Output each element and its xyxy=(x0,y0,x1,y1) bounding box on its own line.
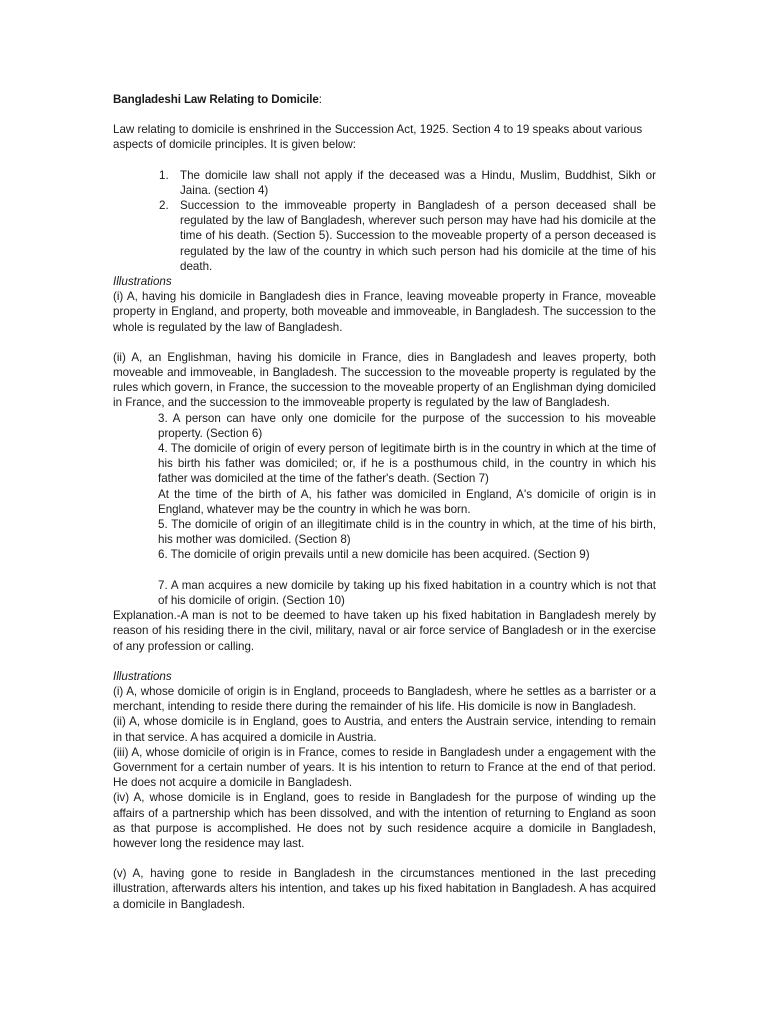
section-illustration: At the time of the birth of A, his father was domiciled in England, A's domicile of origin is in England, whatever may be the country in which he was born. xyxy=(158,487,656,516)
section-paragraph: 6. The domicile of origin prevails until a new domicile has been acquired. (Section 9) xyxy=(158,548,590,562)
section-paragraph: 5. The domicile of origin of an illegitimate child is in the country in which, at the time of his birth, his mother was domiciled. (Section 8) xyxy=(158,518,656,547)
list-item xyxy=(113,198,656,274)
illustrations-heading: Illustrations xyxy=(113,275,172,289)
illustration-paragraph: (iii) A, whose domicile of origin is in France, comes to reside in Bangladesh under a engagement with the Government for a certain number of years. It is his intention to return to France at the end of that period. He does not acquire a domicile in Bangladesh. xyxy=(113,745,656,790)
list-item-text: Succession to the immoveable property in Bangladesh of a person deceased shall be regulated by the law of Bangladesh, wherever such person may have had his domicile at the time of his death. (Section 5). Succession to the moveable property of a person deceased is regulated by the law of the country in which such person had his domicile at the time of his death. xyxy=(180,199,656,273)
list-item-text: The domicile law shall not apply if the deceased was a Hindu, Muslim, Buddhist, Sikh or Jaina. (section 4) xyxy=(180,168,656,197)
list-item-number: 1. xyxy=(159,168,169,182)
title-colon: : xyxy=(318,93,322,106)
illustrations-heading: Illustrations xyxy=(113,669,172,683)
spacer xyxy=(113,654,656,669)
list-item xyxy=(113,168,656,198)
section-paragraph: 3. A person can have only one domicile for the purpose of the succession to his moveable property. (Section 6) xyxy=(158,411,656,440)
document-page xyxy=(113,92,656,912)
illustration-paragraph: (i) A, having his domicile in Bangladesh dies in France, leaving moveable property in France, moveable property in England, and property, both moveable and immoveable, in Bangladesh. The succession to the whole is regulated by the law of Bangladesh. xyxy=(113,290,656,334)
intro-paragraph: Law relating to domicile is enshrined in the Succession Act, 1925. Section 4 to 19 speaks about various aspects of domicile principles. It is given below: xyxy=(113,123,643,152)
spacer xyxy=(113,335,656,350)
explanation-paragraph: Explanation.-A man is not to be deemed to have taken up his fixed habitation in Bangladesh merely by reason of his residing there in the civil, military, naval or air force service of Bangladesh or in the exercise of any profession or calling. xyxy=(113,609,656,653)
numbered-list xyxy=(113,168,656,274)
section-paragraph: 4. The domicile of origin of every person of legitimate birth is in the country in which at the time of his birth his father was domiciled; or, if he is a posthumous child, in the country in which his father was domiciled at the time of the father's death. (Section 7) xyxy=(158,442,656,486)
illustration-paragraph: (i) A, whose domicile of origin is in England, proceeds to Bangladesh, where he settles as a barrister or a merchant, intending to reside there during the remainder of his life. His domicile is now in Bangladesh. xyxy=(113,684,656,714)
illustration-paragraph: (iv) A, whose domicile is in England, goes to reside in Bangladesh for the purpose of winding up the affairs of a partnership which has been dissolved, and with the intention of returning to England as soon as that purpose is accomplished. He does not by such residence acquire a domicile in Bangladesh, however long the residence may last. xyxy=(113,791,656,850)
document-title xyxy=(113,92,656,107)
illustration-paragraph: (v) A, having gone to reside in Bangladesh in the circumstances mentioned in the last preceding illustration, afterwards alters his intention, and takes up his fixed habitation in Bangladesh. A has acquired a domicile in Bangladesh. xyxy=(113,867,656,911)
title-text: Bangladeshi Law Relating to Domicile xyxy=(113,93,319,106)
list-item-number: 2. xyxy=(159,199,169,213)
section-paragraph: 7. A man acquires a new domicile by taking up his fixed habitation in a country which is not that of his domicile of origin. (Section 10) xyxy=(158,578,656,607)
spacer xyxy=(113,563,656,578)
spacer xyxy=(113,851,656,866)
illustration-paragraph: (ii) A, an Englishman, having his domicile in France, dies in Bangladesh and leaves property, both moveable and immoveable, in Bangladesh. The succession to the moveable property is regulated by the rules which govern, in France, the succession to the moveable property of an Englishman dying domiciled in France, and the succession to the immoveable property is regulated by the law of Bangladesh. xyxy=(113,350,656,410)
illustration-paragraph: (ii) A, whose domicile is in England, goes to Austria, and enters the Austrain service, intending to remain in that service. A has acquired a domicile in Austria. xyxy=(113,715,656,744)
